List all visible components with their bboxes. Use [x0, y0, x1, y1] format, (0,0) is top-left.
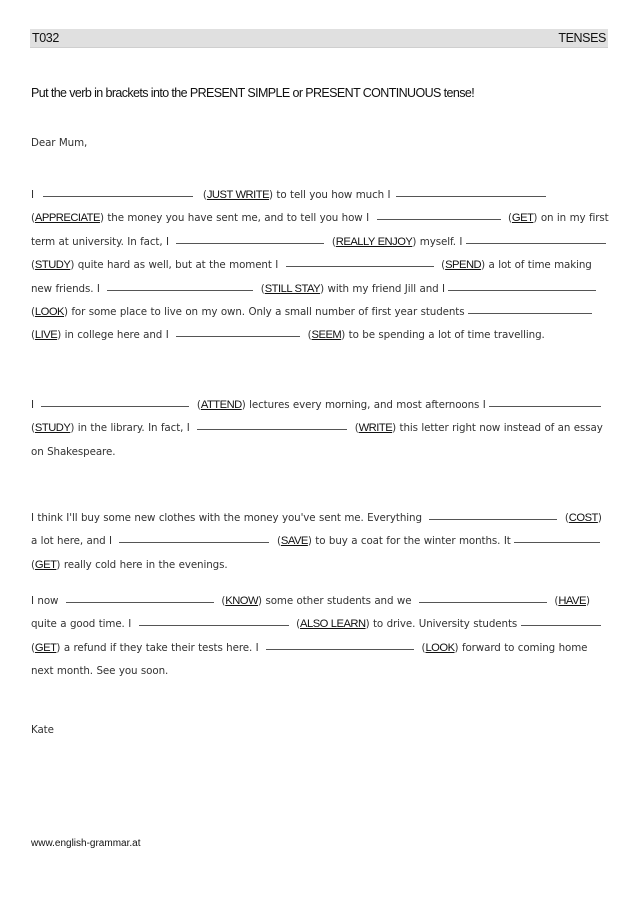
text-line: (LIVE) in college here and I (SEEM) to be spending a lot of time travelling.: [31, 329, 545, 342]
text-line: on Shakespeare.: [31, 445, 116, 458]
answer-blank[interactable]: [419, 601, 547, 603]
paragraph-2: [31, 394, 611, 464]
verb-prompt: APPRECIATE: [34, 212, 100, 225]
paragraph-4: [31, 590, 611, 684]
verb-prompt: COST: [568, 512, 598, 524]
paragraph-1: [31, 184, 611, 348]
answer-blank[interactable]: [119, 541, 269, 543]
answer-blank[interactable]: [514, 541, 600, 543]
verb-prompt: ALSO LEARN: [300, 618, 366, 631]
answer-blank[interactable]: [286, 265, 434, 267]
text-line: quite a good time. I (ALSO LEARN) to drive. University students: [31, 613, 611, 636]
footer-url: www.english-grammar.at: [31, 838, 141, 849]
answer-blank[interactable]: [43, 195, 193, 197]
answer-blank[interactable]: [429, 518, 557, 520]
text-line: new friends. I (STILL STAY) with my friend Jill and I: [31, 278, 611, 301]
verb-prompt: STILL STAY: [264, 282, 321, 295]
answer-blank[interactable]: [41, 405, 189, 407]
verb-prompt: WRITE: [358, 422, 393, 435]
verb-prompt: GET: [34, 558, 57, 571]
text-line: a lot here, and I (SAVE) to buy a coat for the winter months. It: [31, 530, 611, 553]
verb-prompt: SPEND: [445, 259, 482, 272]
verb-prompt: STUDY: [34, 259, 71, 272]
answer-blank[interactable]: [266, 648, 414, 650]
worksheet-code: T032: [32, 31, 59, 45]
verb-prompt: GET: [511, 212, 534, 225]
text-line: next month. See you soon.: [31, 665, 169, 678]
verb-prompt: LOOK: [425, 641, 455, 654]
text-line: I (JUST WRITE) to tell you how much I: [31, 184, 611, 207]
answer-blank[interactable]: [448, 289, 596, 291]
text-line: (LOOK) for some place to live on my own. Only a small number of first year students: [31, 301, 611, 324]
paragraph-3: [31, 507, 611, 577]
text-line: (STUDY) in the library. In fact, I (WRITE) this letter right now instead of an essay: [31, 422, 603, 435]
answer-blank[interactable]: [107, 289, 253, 291]
text-line: I think I'll buy some new clothes with the money you've sent me. Everything (COST): [31, 512, 602, 524]
text-line: I now (KNOW) some other students and we (HAVE): [31, 595, 590, 607]
text-line: (GET) a refund if they take their tests here. I (LOOK) forward to coming home: [31, 641, 588, 654]
verb-prompt: STUDY: [34, 422, 71, 435]
answer-blank[interactable]: [176, 242, 324, 244]
page-header: [30, 29, 608, 48]
answer-blank[interactable]: [176, 335, 300, 337]
answer-blank[interactable]: [197, 428, 347, 430]
verb-prompt: REALLY ENJOY: [335, 235, 413, 248]
verb-prompt: GET: [34, 641, 57, 654]
answer-blank[interactable]: [377, 218, 501, 220]
answer-blank[interactable]: [66, 601, 214, 603]
text-line: I (ATTEND) lectures every morning, and most afternoons I: [31, 394, 611, 417]
text-line: (GET) really cold here in the evenings.: [31, 558, 228, 571]
signature: Kate: [31, 724, 54, 736]
verb-prompt: SAVE: [280, 535, 308, 548]
verb-prompt: SEEM: [311, 329, 342, 342]
verb-prompt: HAVE: [558, 595, 586, 607]
verb-prompt: KNOW: [225, 595, 259, 607]
verb-prompt: LOOK: [34, 306, 65, 319]
answer-blank[interactable]: [489, 405, 601, 407]
text-line: term at university. In fact, I (REALLY ENJOY) myself. I: [31, 231, 611, 254]
text-line: (APPRECIATE) the money you have sent me, and to tell you how I (GET) on in my first: [31, 212, 609, 225]
verb-prompt: ATTEND: [200, 399, 242, 411]
greeting: Dear Mum,: [31, 137, 88, 149]
worksheet-topic: TENSES: [558, 31, 606, 45]
answer-blank[interactable]: [466, 242, 606, 244]
answer-blank[interactable]: [468, 312, 592, 314]
verb-prompt: JUST WRITE: [206, 189, 270, 201]
answer-blank[interactable]: [521, 624, 601, 626]
text-line: (STUDY) quite hard as well, but at the moment I (SPEND) a lot of time making: [31, 259, 592, 272]
answer-blank[interactable]: [396, 195, 546, 197]
instruction: Put the verb in brackets into the PRESENT SIMPLE or PRESENT CONTINUOUS tense!: [31, 86, 475, 100]
answer-blank[interactable]: [139, 624, 289, 626]
verb-prompt: LIVE: [34, 329, 58, 342]
